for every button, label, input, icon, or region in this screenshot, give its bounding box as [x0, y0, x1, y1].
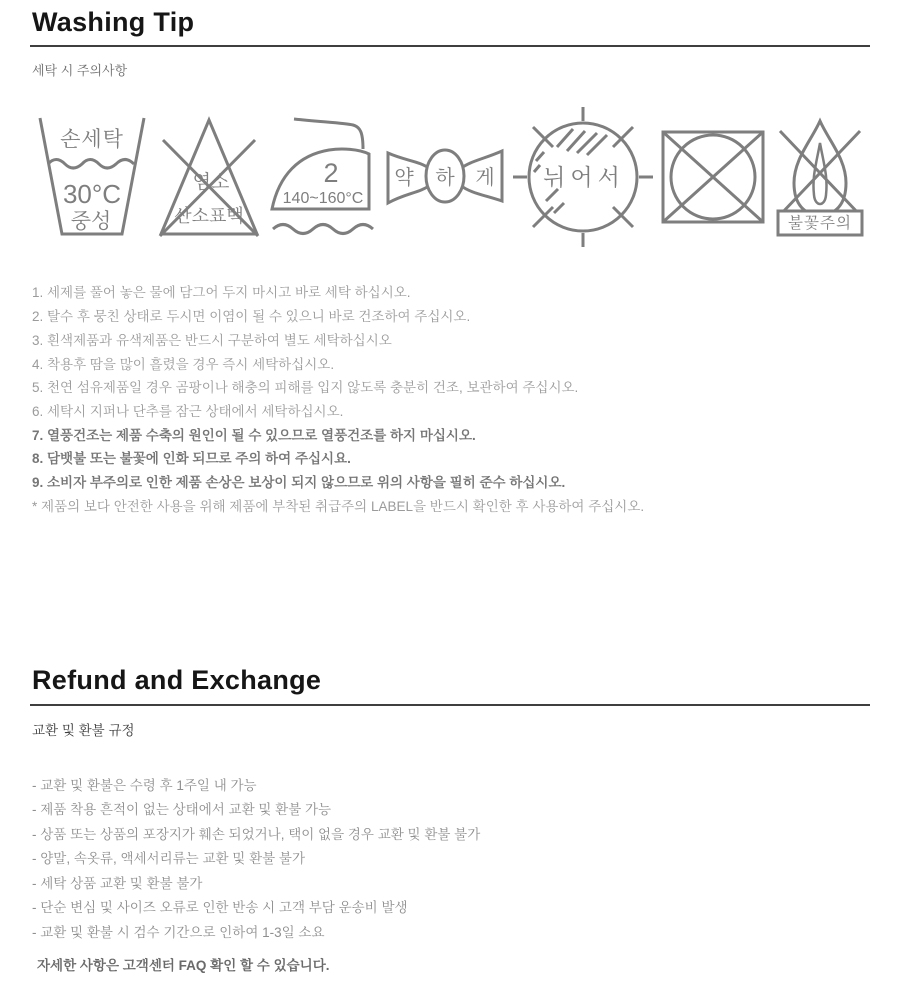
washing-instruction-line: 1. 세제를 풀어 놓은 물에 담그어 두지 마시고 바로 세탁 하십시오.	[32, 285, 411, 301]
flame-caution-icon	[772, 115, 868, 239]
refund-rule-line: - 교환 및 환불은 수령 후 1주일 내 가능	[32, 777, 257, 793]
washing-instructions-list	[30, 281, 870, 518]
no-bleach-label-top: 염소	[192, 172, 230, 194]
washing-instruction-line: 6. 세탁시 지퍼나 단추를 잠근 상태에서 세탁하십시오.	[32, 403, 344, 419]
washing-instruction-line: 9. 소비자 부주의로 인한 제품 손상은 보상이 되지 않으므로 위의 사항을 필히 준수 하십시오.	[32, 475, 566, 491]
refund-exchange-title: Refund and Exchange	[30, 658, 870, 705]
washing-tip-subtitle: 세탁 시 주의사항	[32, 63, 128, 79]
no-tumble-dry-icon	[659, 128, 767, 226]
faq-footer-note: 자세한 사항은 고객센터 FAQ 확인 할 수 있습니다.	[37, 958, 330, 974]
hand-wash-label-temp: 30°C	[62, 179, 122, 210]
refund-rule-line: - 단순 변심 및 사이즈 오류로 인한 반송 시 고객 부담 운송비 발생	[32, 900, 408, 916]
iron-level-label: 2	[323, 158, 339, 189]
washing-instruction-line: * 제품의 보다 안전한 사용을 위해 제품에 부착된 취급주의 LABEL을 반드시 확인한 후 사용하여 주십시오.	[32, 498, 645, 514]
refund-rule-line: - 세탁 상품 교환 및 환불 불가	[32, 875, 203, 891]
iron-icon	[267, 113, 379, 241]
refund-rule-line: - 제품 착용 흔적이 없는 상태에서 교환 및 환불 가능	[32, 802, 332, 818]
hand-wash-label-bottom: 중성	[70, 210, 112, 234]
refund-exchange-section	[30, 658, 870, 974]
dry-flat-icon	[511, 104, 655, 250]
wring-label-right: 게	[475, 167, 495, 190]
wring-label-left: 약	[394, 167, 414, 190]
care-symbols-row	[30, 103, 870, 251]
flame-caution-label: 불꽃주의	[787, 215, 852, 233]
washing-instruction-line: 5. 천연 섬유제품일 경우 곰팡이나 해충의 피해를 입지 않도록 충분히 건조, 보관하여 주십시오.	[32, 380, 579, 396]
hand-wash-icon	[32, 114, 150, 240]
refund-rule-line: - 교환 및 환불 시 검수 기간으로 인하여 1-3일 소요	[32, 924, 325, 940]
no-bleach-icon	[155, 114, 263, 240]
wring-label-center: 하	[435, 167, 455, 190]
washing-instruction-line: 3. 흰색제품과 유색제품은 반드시 구분하여 별도 세탁하십시오	[32, 332, 392, 348]
washing-instruction-line: 4. 착용후 땀을 많이 흘렸을 경우 즉시 세탁하십시오.	[32, 356, 335, 372]
washing-instruction-line: 2. 탈수 후 뭉친 상태로 두시면 이염이 될 수 있으니 바로 건조하여 주십시오.	[32, 309, 471, 325]
refund-exchange-subtitle: 교환 및 환불 규정	[32, 722, 135, 738]
dry-flat-label: 뉘어서	[542, 164, 625, 191]
refund-rule-line: - 양말, 속옷류, 액세서리류는 교환 및 환불 불가	[32, 851, 305, 867]
iron-temp-label: 140~160°C	[282, 190, 364, 208]
washing-tip-title: Washing Tip	[30, 0, 870, 47]
refund-rules-list	[30, 774, 870, 946]
no-bleach-label-bottom: 산소표백	[173, 206, 244, 227]
washing-tip-section	[30, 0, 870, 518]
wring-weakly-icon	[384, 145, 506, 209]
washing-instruction-line: 7. 열풍건조는 제품 수축의 원인이 될 수 있으므로 열풍건조를 하지 마십시오.	[32, 427, 476, 443]
refund-rule-line: - 상품 또는 상품의 포장지가 훼손 되었거나, 택이 없을 경우 교환 및 환불 불가	[32, 826, 481, 842]
washing-instruction-line: 8. 담뱃불 또는 불꽃에 인화 되므로 주의 하여 주십시요.	[32, 451, 351, 467]
hand-wash-label-top: 손세탁	[60, 128, 124, 152]
